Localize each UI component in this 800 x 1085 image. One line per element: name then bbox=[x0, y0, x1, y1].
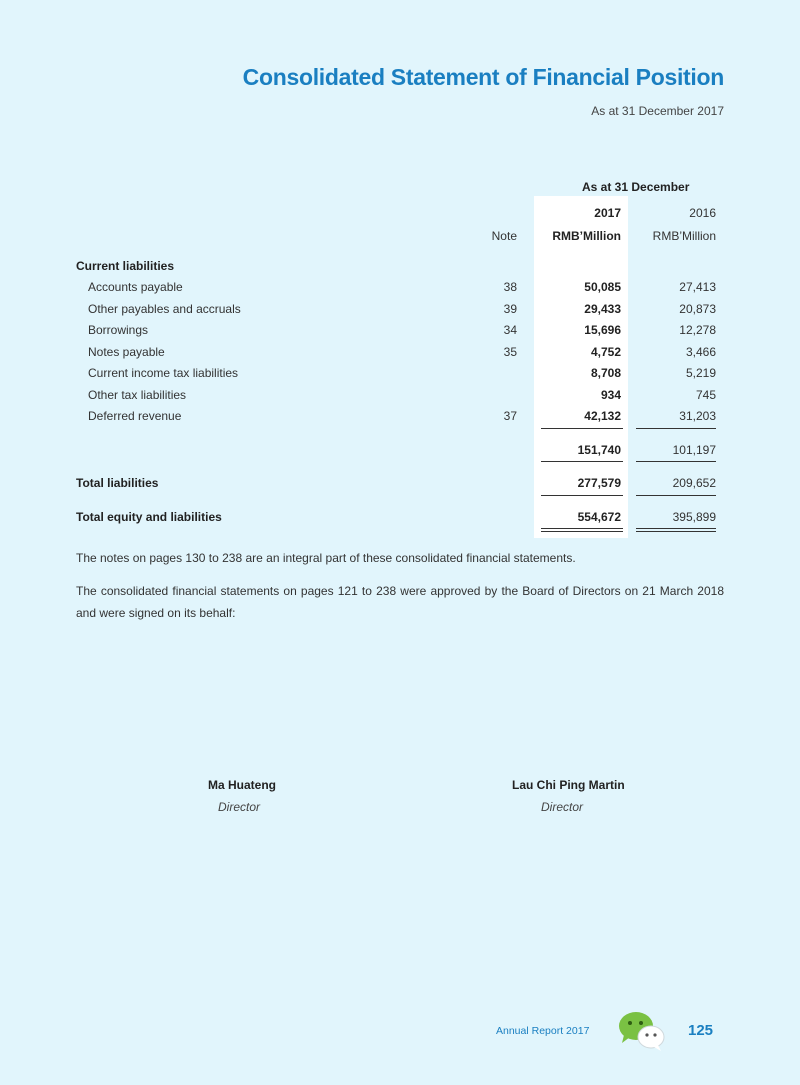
row-label: Accounts payable bbox=[88, 280, 183, 294]
rule-below-total-liabilities-2016 bbox=[636, 495, 716, 496]
approval-paragraph: The consolidated financial statements on pages 121 to 238 were approved by the Board of Directors on 21 March 2018 and were signed on its behalf: bbox=[76, 584, 724, 620]
page-number: 125 bbox=[688, 1022, 714, 1039]
footer-report-label: Annual Report 2017 bbox=[496, 1025, 590, 1037]
row-value-2016: 3,466 bbox=[685, 345, 716, 359]
wechat-logo-icon bbox=[616, 1010, 668, 1052]
group-header: As at 31 December bbox=[582, 180, 690, 194]
row-label: Notes payable bbox=[88, 345, 165, 359]
row-note: 39 bbox=[503, 302, 517, 316]
row-value-2017: 934 bbox=[600, 388, 621, 402]
col-2016-unit: RMB’Million bbox=[652, 229, 716, 243]
col-2016-year: 2016 bbox=[689, 206, 716, 220]
notes-paragraph: The notes on pages 130 to 238 are an integral part of these consolidated financial statements. bbox=[76, 551, 576, 565]
row-value-2016: 20,873 bbox=[679, 302, 716, 316]
double-rule-2017-bottom bbox=[541, 531, 623, 532]
signatory-title: Director bbox=[218, 800, 261, 814]
row-label: Deferred revenue bbox=[88, 409, 182, 423]
row-value-2017: 8,708 bbox=[590, 366, 621, 380]
row-value-2017: 4,752 bbox=[590, 345, 621, 359]
row-value-2017: 42,132 bbox=[584, 409, 621, 423]
total-equity-liabilities-2016: 395,899 bbox=[672, 510, 716, 524]
subtotal-2017: 151,740 bbox=[577, 443, 621, 457]
col-note-header: Note bbox=[491, 229, 517, 243]
row-note: 35 bbox=[503, 345, 517, 359]
page-title: Consolidated Statement of Financial Position bbox=[242, 64, 724, 90]
row-note: 34 bbox=[503, 323, 517, 337]
row-value-2016: 31,203 bbox=[679, 409, 716, 423]
col-2017-year: 2017 bbox=[594, 206, 621, 220]
signatory-name: Ma Huateng bbox=[208, 778, 277, 792]
signatory-name: Lau Chi Ping Martin bbox=[512, 778, 625, 792]
row-value-2017: 15,696 bbox=[584, 323, 621, 337]
row-value-2016: 12,278 bbox=[679, 323, 716, 337]
col-2017-unit: RMB’Million bbox=[552, 229, 621, 243]
row-note: 38 bbox=[503, 280, 517, 294]
rule-below-subtotal-2016 bbox=[636, 461, 716, 462]
row-note: 37 bbox=[503, 409, 517, 423]
rule-below-total-liabilities-2017 bbox=[541, 495, 623, 496]
rule-above-subtotal-2017 bbox=[541, 428, 623, 429]
total-liabilities-2017: 277,579 bbox=[577, 476, 621, 490]
row-value-2016: 745 bbox=[695, 388, 716, 402]
double-rule-2017-top bbox=[541, 528, 623, 529]
row-value-2016: 5,219 bbox=[685, 366, 716, 380]
signatory-title: Director bbox=[541, 800, 584, 814]
total-liabilities-2016: 209,652 bbox=[672, 476, 716, 490]
row-label: Borrowings bbox=[88, 323, 149, 337]
double-rule-2016-top bbox=[636, 528, 716, 529]
row-label: Current income tax liabilities bbox=[88, 366, 239, 380]
total-liabilities-label: Total liabilities bbox=[76, 476, 159, 490]
row-value-2017: 29,433 bbox=[584, 302, 621, 316]
page-subtitle: As at 31 December 2017 bbox=[591, 104, 724, 118]
row-label: Other payables and accruals bbox=[88, 302, 241, 316]
section-label: Current liabilities bbox=[76, 259, 175, 273]
row-label: Other tax liabilities bbox=[88, 388, 187, 402]
double-rule-2016-bottom bbox=[636, 531, 716, 532]
total-equity-liabilities-2017: 554,672 bbox=[577, 510, 621, 524]
row-value-2016: 27,413 bbox=[679, 280, 716, 294]
row-value-2017: 50,085 bbox=[584, 280, 621, 294]
rule-below-subtotal-2017 bbox=[541, 461, 623, 462]
total-equity-liabilities-label: Total equity and liabilities bbox=[76, 510, 222, 524]
subtotal-2016: 101,197 bbox=[672, 443, 716, 457]
rule-above-subtotal-2016 bbox=[636, 428, 716, 429]
